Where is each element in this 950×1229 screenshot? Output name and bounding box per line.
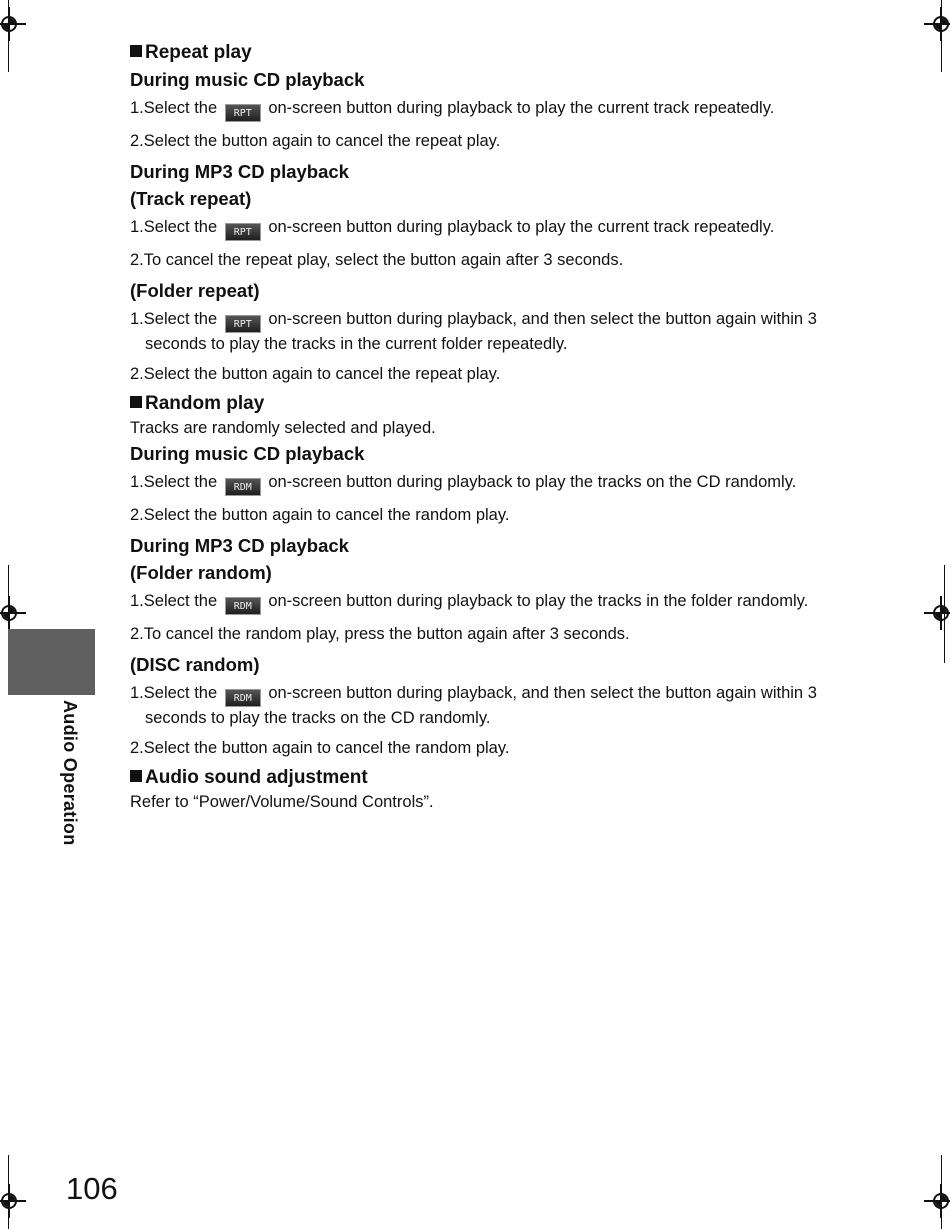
section-heading-repeat: Repeat play bbox=[130, 40, 860, 66]
subheading-mp3-cd-random: During MP3 CD playback bbox=[130, 535, 349, 556]
trim-line-bottom-right bbox=[941, 1155, 942, 1229]
step-track-repeat-1: 1.Select the RPT on-screen button during playback to play the current track repeatedly. bbox=[130, 216, 860, 241]
trim-line-mid-right bbox=[944, 565, 945, 663]
step-folder-random-1: 1.Select the RDM on-screen button during playback to play the tracks in the folder randomly. bbox=[130, 590, 860, 615]
step-disc-random-1: 1.Select the RDM on-screen button during playback, and then select the button again within 3 seconds to play the tracks on the CD randomly. bbox=[130, 684, 817, 727]
trim-line-top-left bbox=[8, 0, 9, 72]
square-bullet-icon bbox=[130, 770, 142, 782]
rpt-button-icon: RPT bbox=[225, 104, 261, 122]
rdm-button-icon: RDM bbox=[225, 478, 261, 496]
step-folder-random-2: 2.To cancel the random play, press the button again after 3 seconds. bbox=[130, 625, 630, 643]
page-content bbox=[130, 40, 860, 814]
step-track-repeat-2: 2.To cancel the repeat play, select the button again after 3 seconds. bbox=[130, 251, 624, 269]
registration-mark-bottom-right bbox=[930, 1190, 950, 1212]
square-bullet-icon bbox=[130, 396, 142, 408]
step-repeat-music-1: 1.Select the RPT on-screen button during playback to play the current track repeatedly. bbox=[130, 97, 860, 122]
step-folder-repeat-2: 2.Select the button again to cancel the repeat play. bbox=[130, 365, 501, 383]
step-random-music-2: 2.Select the button again to cancel the random play. bbox=[130, 506, 510, 524]
subheading-disc-random: (DISC random) bbox=[130, 654, 260, 675]
rdm-button-icon: RDM bbox=[225, 597, 261, 615]
step-folder-repeat-1: 1.Select the RPT on-screen button during playback, and then select the button again within 3 seconds to play the tracks in the current folder repeatedly. bbox=[130, 310, 817, 353]
page-number: 106 bbox=[66, 1171, 118, 1206]
registration-mark-bottom-left bbox=[0, 1190, 20, 1212]
trim-line-top-right bbox=[941, 0, 942, 72]
chapter-tab bbox=[8, 629, 95, 695]
rdm-button-icon: RDM bbox=[225, 689, 261, 707]
audio-refer-text: Refer to “Power/Volume/Sound Controls”. bbox=[130, 793, 434, 811]
chapter-label: Audio Operation bbox=[60, 700, 80, 846]
rpt-button-icon: RPT bbox=[225, 223, 261, 241]
registration-mark-mid-left bbox=[0, 602, 20, 624]
step-repeat-music-2: 2.Select the button again to cancel the repeat play. bbox=[130, 132, 501, 150]
subheading-music-cd-repeat: During music CD playback bbox=[130, 69, 365, 90]
subheading-music-cd-random: During music CD playback bbox=[130, 443, 365, 464]
registration-mark-mid-right bbox=[930, 602, 950, 624]
registration-mark-top-left bbox=[0, 13, 20, 35]
subheading-mp3-cd-repeat: During MP3 CD playback bbox=[130, 161, 349, 182]
trim-line-bottom-left bbox=[8, 1155, 9, 1229]
subheading-track-repeat: (Track repeat) bbox=[130, 188, 252, 209]
subheading-folder-random: (Folder random) bbox=[130, 562, 272, 583]
subheading-folder-repeat: (Folder repeat) bbox=[130, 280, 260, 301]
section-heading-audio: Audio sound adjustment bbox=[130, 765, 860, 791]
registration-mark-top-right bbox=[930, 13, 950, 35]
step-random-music-1: 1.Select the RDM on-screen button during playback to play the tracks on the CD randomly. bbox=[130, 471, 860, 496]
section-heading-random: Random play bbox=[130, 391, 860, 417]
square-bullet-icon bbox=[130, 45, 142, 57]
random-intro: Tracks are randomly selected and played. bbox=[130, 419, 436, 437]
step-disc-random-2: 2.Select the button again to cancel the random play. bbox=[130, 739, 510, 757]
rpt-button-icon: RPT bbox=[225, 315, 261, 333]
